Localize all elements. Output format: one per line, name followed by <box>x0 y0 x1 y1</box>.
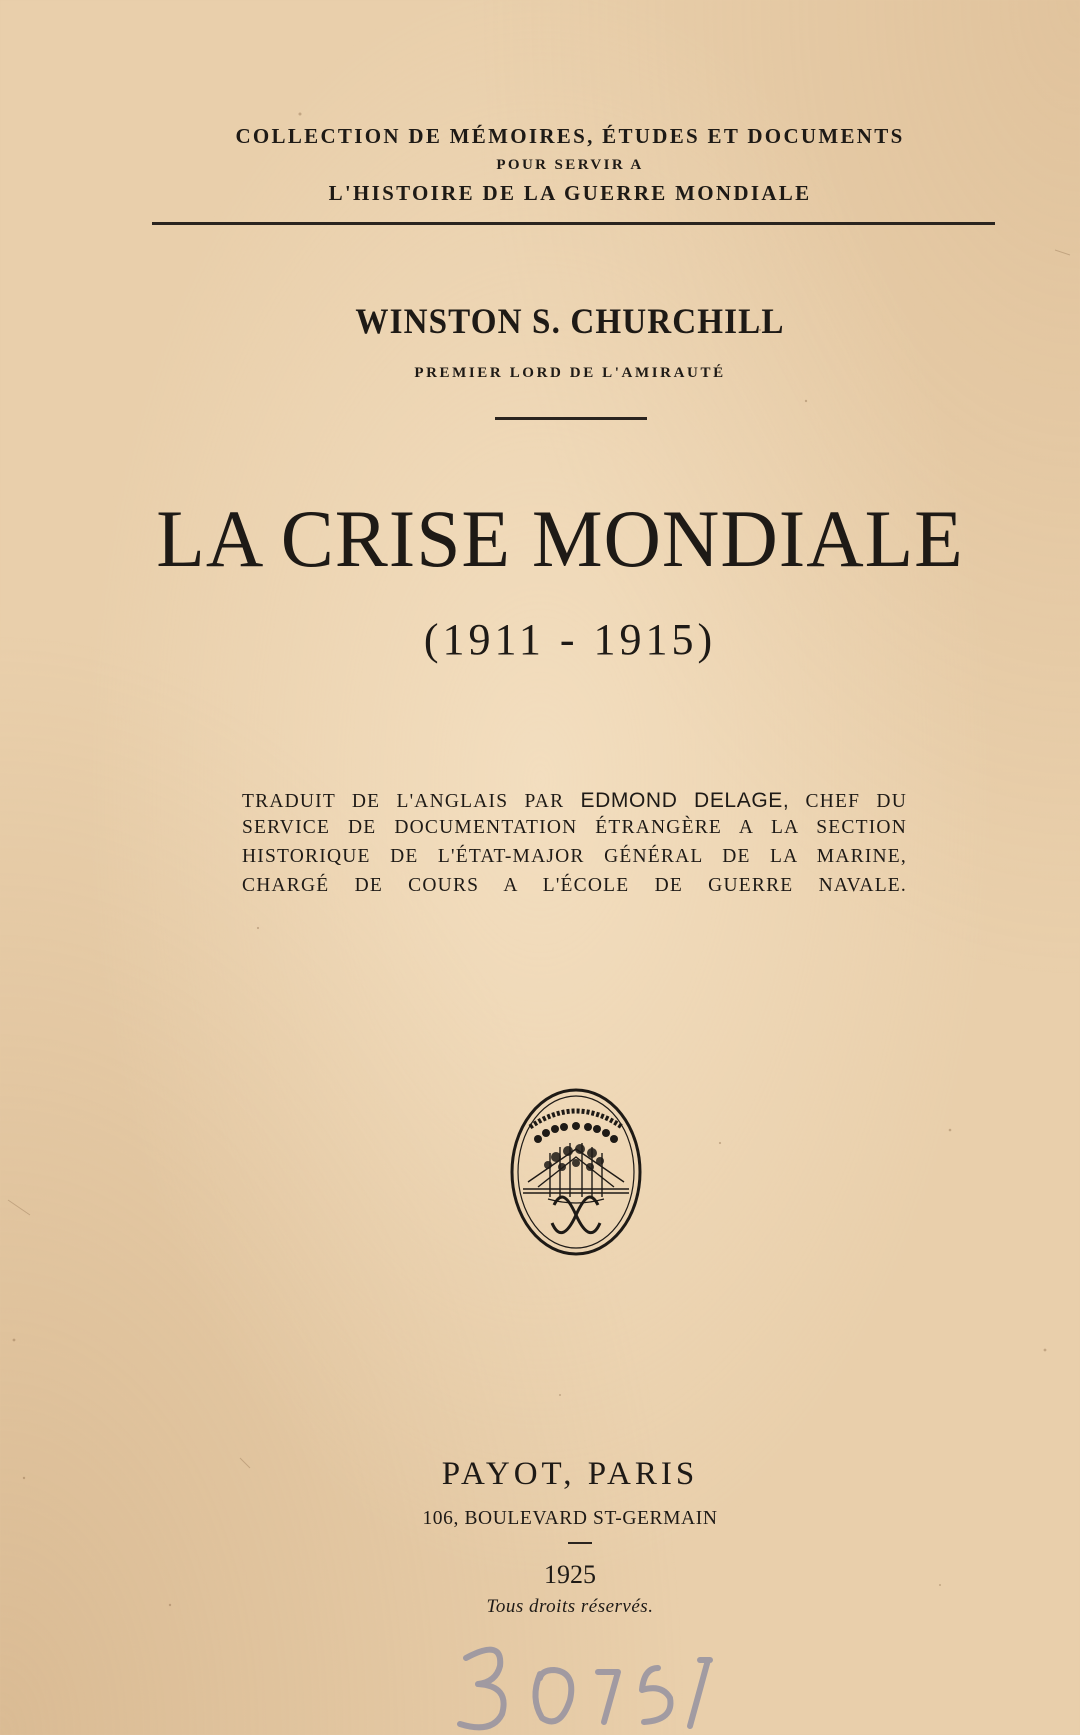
translator-name: EDMOND DELAGE, <box>580 789 790 812</box>
middle-divider <box>495 417 647 420</box>
top-divider <box>152 222 995 225</box>
series-line-3: L'HISTOIRE DE LA GUERRE MONDIALE <box>328 181 812 205</box>
series-line-2: POUR SERVIR A <box>496 157 644 173</box>
rights-notice: Tous droits réservés. <box>486 1596 654 1617</box>
translation-prefix: TRADUIT DE L'ANGLAIS PAR <box>242 791 565 812</box>
translation-line-3: HISTORIQUE DE L'ÉTAT-MAJOR GÉNÉRAL DE LA MARINE, <box>242 846 907 867</box>
book-title: LA CRISE MONDIALE <box>156 493 964 584</box>
author-name: WINSTON S. CHURCHILL <box>355 301 785 341</box>
publication-year: 1925 <box>544 1560 596 1589</box>
author-role: PREMIER LORD DE L'AMIRAUTÉ <box>414 365 726 381</box>
small-divider <box>568 1542 592 1544</box>
publisher-emblem-icon <box>508 1087 644 1257</box>
translation-line-1 <box>242 789 907 813</box>
publisher-address: 106, BOULEVARD ST-GERMAIN <box>422 1508 718 1529</box>
translation-line-2: SERVICE DE DOCUMENTATION ÉTRANGÈRE A LA SECTION <box>242 817 907 838</box>
series-line-1: COLLECTION DE MÉMOIRES, ÉTUDES ET DOCUMENTS <box>235 124 905 148</box>
translation-line-4: CHARGÉ DE COURS A L'ÉCOLE DE GUERRE NAVALE. <box>242 875 907 896</box>
book-dates: (1911 - 1915) <box>423 615 717 664</box>
translation-suffix: CHEF DU <box>805 791 907 812</box>
handwritten-number-icon <box>448 1638 778 1735</box>
publisher-name: PAYOT, PARIS <box>441 1456 699 1492</box>
